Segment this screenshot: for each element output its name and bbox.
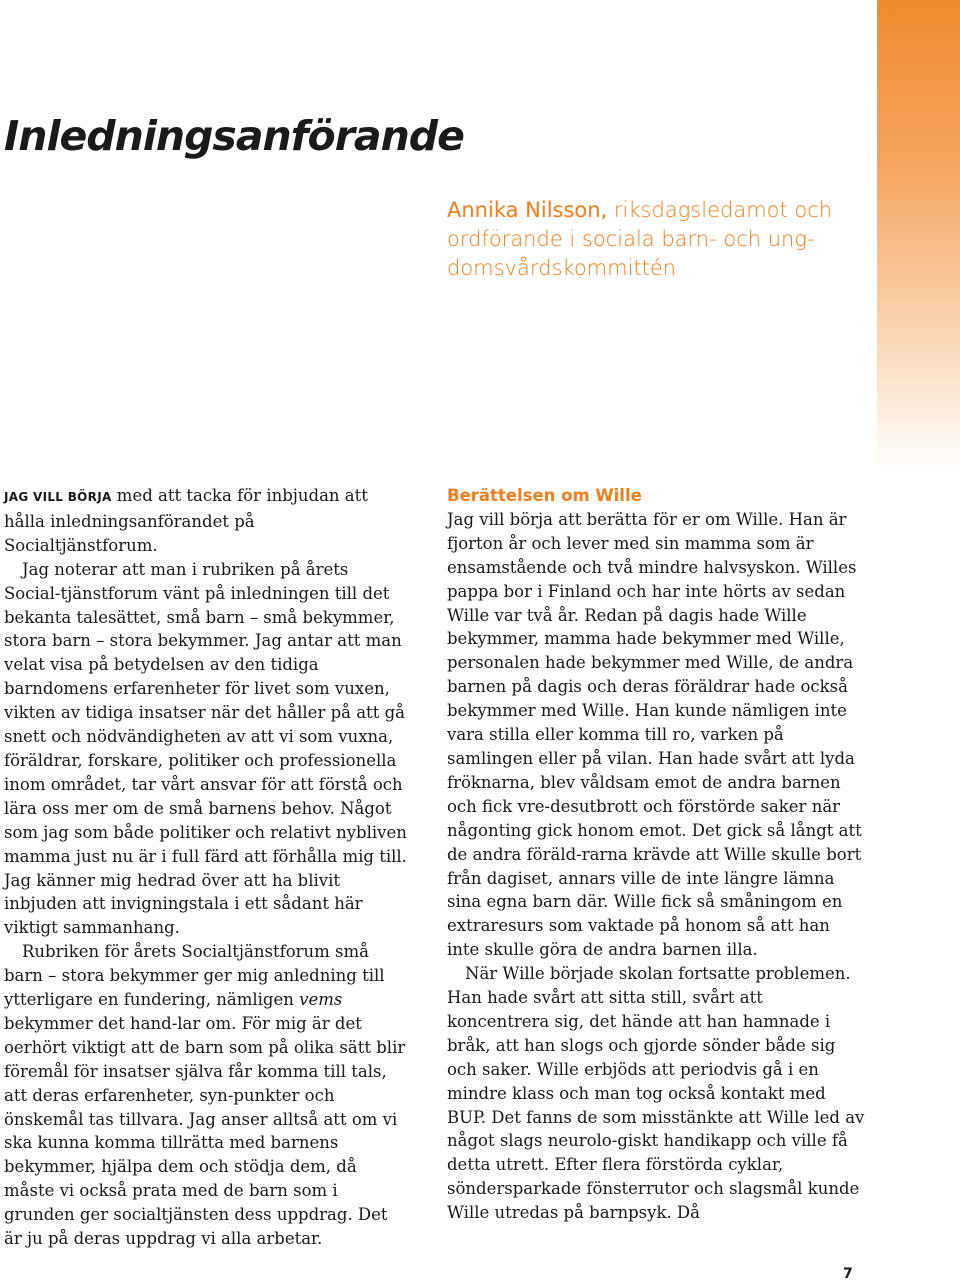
left-paragraph-3-end: bekymmer det hand-lar om. För mig är det oerhört viktigt att de barn som på olika sätt blir föremål för insatser själva får komma till tals, att deras erfarenheter, syn-punkter och önskemål tas tillvara. Jag anser alltså att om vi ska kunna komma tillrätta med barnens bekymmer, hjälpa dem och stödja dem, då måste vi också prata med de barn som i grunden ger socialtjänsten dess uppdrag. Det är ju på deras uppdrag vi alla arbetar. [4, 1013, 406, 1249]
speaker-role-line-3: domsvårdskommittén [447, 256, 677, 280]
left-paragraph-3 [4, 940, 409, 1251]
left-column [4, 484, 409, 1251]
lead-caps: JAG VILL BÖRJA [4, 490, 112, 504]
right-paragraph-2: När Wille började skolan fortsatte problemen. Han hade svårt att sitta still, svårt att koncentrera sig, det hände att han hamnade i bråk, att han slogs och gjorde sönder både sig och saker. Wille erbjöds att periodvis gå i en mindre klass och man tog också kontakt med BUP. Det fanns de som misstänkte att Wille led av något slags neurolo-giskt handikapp och ville få detta utrett. Efter flera förstörda cyklar, söndersparkade fönsterrutor och slagsmål kunde Wille utredas på barnpsyk. Då [447, 964, 865, 1223]
section-heading: Berättelsen om Wille [447, 486, 642, 505]
left-paragraph-3-start: Rubriken för årets Socialtjänstforum små barn – stora bekymmer ger mig anledning till ytterligare en fundering, nämligen [4, 942, 385, 1010]
left-paragraph-1 [4, 484, 409, 558]
left-paragraph-3-emphasis: vems [299, 990, 343, 1010]
page-number: 7 [843, 1266, 853, 1282]
right-paragraph-1: Jag vill börja att berätta för er om Wille. Han är fjorton år och lever med sin mamma som är ensamstående och två mindre halvsyskon. Willes pappa bor i Finland och har inte hörts av sedan Wille var två år. Redan på dagis hade Wille bekymmer, mamma hade bekymmer med Wille, personalen hade bekymmer med Wille, de andra barnen på dagis och deras föräldrar hade också bekymmer med Wille. Han kunde nämligen inte vara stilla eller komma till ro, varken på samlingen eller på vilan. Han hade svårt att lyda fröknarna, blev våldsam emot de andra barnen och fick vre-desutbrott och förstörde saker när någonting gick honom emot. Det gick så långt att de andra föräld-rarna krävde att Wille skulle bort från dagiset, annars ville de inte längre lämna sina egna barn där. Wille fick så småningom en extraresurs som vaktade på honom så att han inte skulle göra de andra barnen illa. [447, 509, 862, 960]
speaker-byline [447, 196, 867, 283]
speaker-name: Annika Nilsson, [447, 198, 608, 222]
page-title: Inledningsanförande [4, 112, 464, 160]
right-column [447, 484, 867, 1225]
speaker-role-line-1: riksdagsledamot och [607, 198, 833, 222]
left-paragraph-2: Jag noterar att man i rubriken på årets Social-tjänstforum vänt på inledningen till det bekanta talesättet, små barn – små bekymmer, stora barn – stora bekymmer. Jag antar att man velat visa på betydelsen av den tidiga barndomens erfarenheter för livet som vuxen, vikten av tidiga insatser när det håller på att gå snett och nödvändigheten av att vi som vuxna, föräldrar, forskare, politiker och professionella inom området, tar vårt ansvar för att förstå och lära oss mer om de små barnens behov. Något som jag som både politiker och relativt nybliven mamma just nu är i full färd att förhålla mig till. Jag känner mig hedrad över att ha blivit inbjuden att invigningstala i ett sådant här viktigt sammanhang. [4, 559, 407, 938]
speaker-role-line-2: ordförande i sociala barn- och ung- [447, 227, 815, 251]
decorative-orange-bar [877, 0, 960, 470]
left-paragraph-1-text: med att tacka för inbjudan att hålla inledningsanförandet på Socialtjänstforum. [4, 486, 368, 555]
